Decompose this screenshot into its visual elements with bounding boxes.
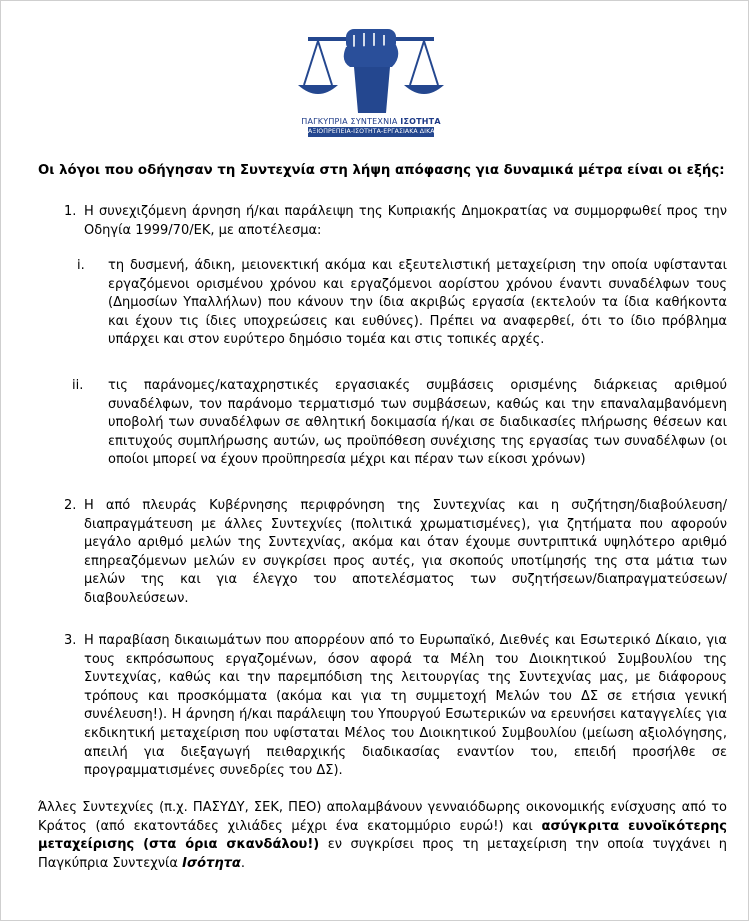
emphasis-text: ασύγκριτα ευνοϊκότερης μεταχείρισης (στα όρια σκανδάλου!) (38, 818, 727, 853)
subitem-marker: i. (77, 258, 85, 273)
union-logo (294, 27, 460, 141)
list-item-text: Η παραβίαση δικαιωμάτων που απορρέουν από το Ευρωπαϊκό, Διεθνές και Εσωτερικό Δίκαιο, για τους εκπρόσωπους εργαζομένων, όσον αφορά τα Μέλη του Διοικητικού Συμβουλίου της Συντεχνίας, καθώς και την παρεμπόδιση της λειτουργίας της Συντεχνίας μας, με διάφορους τρόπους και προσκόμματα (ακόμα και για τη συμμετοχή Μελών του ΔΣ σε ετήσια γενική συνέλευση!). Η άρνηση ή/και παράλειψη του Υπουργού Εσωτερικών να ερευνήσει καταγγελίες για εκδικητική μεταχείριση που υφίσταται Μέλος του Διοικητικού Συμβουλίου (μείωση αξιολόγησης, απειλή για διεξαγωγή πειθαρχικής διαδικασίας εναντίον του, επειδή προσήλθε σε προγραμματισμένες συνεδρίες του ΔΣ). (84, 633, 727, 779)
document-heading: Οι λόγοι που οδήγησαν τη Συντεχνία στη λήψη απόφασης για δυναμικά μέτρα είναι οι εξής: (38, 163, 725, 178)
union-name-emphasis: Ισότητα (182, 855, 241, 871)
subitem-text: τη δυσμενή, άδικη, μειονεκτική ακόμα και εξευτελιστική μεταχείριση την οποία υφίστανται εργαζόμενοι ορισμένου χρόνου και εργαζόμενοι αορίστου χρόνου έναντι συναδέλφων τους (Δημοσίων Υπαλλήλων) που κάνουν την ίδια ακριβώς εργασία (εκτελούν τα ίδια καθήκοντα και έχουν τις ίδιες υποχρεώσεις και ευθύνες). Πρέπει να αναφερθεί, ότι το ίδιο πρόβλημα υπάρχει και στον ευρύτερο δημόσιο τομέα και στις τοπικές αρχές. (108, 258, 727, 348)
logo-tagline: ΑΞΙΟΠΡΕΠΕΙΑ-ΙΣΟΤΗΤΑ-ΕΡΓΑΣΙΑΚΑ ΔΙΚΑΙΩΜΑΤΑ (308, 128, 460, 135)
logo-org-name: ΠΑΓΚΥΠΡΙΑ ΣΥΝΤΕΧΝΙΑ ΙΣΟΤΗΤΑ (301, 117, 441, 126)
closing-paragraph: Άλλες Συντεχνίες (π.χ. ΠΑΣΥΔΥ, ΣΕΚ, ΠΕΟ) απολαμβάνουν γενναιόδωρης οικονομικής ενίσχυσης από το Κράτος (από εκατοντάδες χιλιάδες μέχρι ένα εκατομμύριο ευρώ!) και ασύγκριτα ευνοϊκότερης μεταχείρισης (στα όρια σκανδάλου!) εν συγκρίσει προς τη μεταχείριση την οποία τυγχάνει η Παγκύπρια Συντεχνία Ισότητα. (38, 800, 728, 871)
item-marker: 3. (64, 633, 77, 648)
item-marker: 1. (64, 204, 77, 219)
scales-and-fist-icon (294, 27, 448, 115)
subitem-text: τις παράνομες/καταχρηστικές εργασιακές συμβάσεις ορισμένης διάρκειας αριθμού συναδέλφων, τον παράνομο τερματισμό των συμβάσεων, καθώς και την επαναλαμβανόμενη υποβολή των συναδέλφων σε αθλητική δοκιμασία ή/και σε διαδικασίες πλήρωσης θέσεων και επιτυχούς συμπλήρωσης αυτών, ως προϋπόθεση συνέχισης της εργασίας των συναδέλφων (οι οποίοι μπορεί να έχουν προϋπηρεσία μέχρι και πέραν των είκοσι χρόνων) (108, 378, 727, 468)
list-item-text: Η από πλευράς Κυβέρνησης περιφρόνηση της Συντεχνίας και η συζήτηση/διαβούλευση/διαπραγμάτευση με άλλες Συντεχνίες (πολιτικά χρωματισμένες), για ζητήματα που αφορούν μεγάλο αριθμό μελών της Συντεχνίας, ακόμα και όταν έχουμε συντριπτικά υψηλότερο αριθμό επηρεαζόμενων μελών εν συγκρίσει προς αυτές, για σκοπούς υποτίμησής της στα μάτια των μελών της και για έλεγχο του αποτελέσματος των συζητήσεων/διαπραγματεύσεων/διαβουλεύσεων. (84, 498, 727, 606)
item-marker: 2. (64, 498, 77, 513)
list-item-text: Η συνεχιζόμενη άρνηση ή/και παράλειψη της Κυπριακής Δημοκρατίας να συμμορφωθεί προς την Οδηγία 1999/70/ΕΚ, με αποτέλεσμα: (84, 204, 727, 238)
subitem-marker: ii. (72, 378, 84, 393)
